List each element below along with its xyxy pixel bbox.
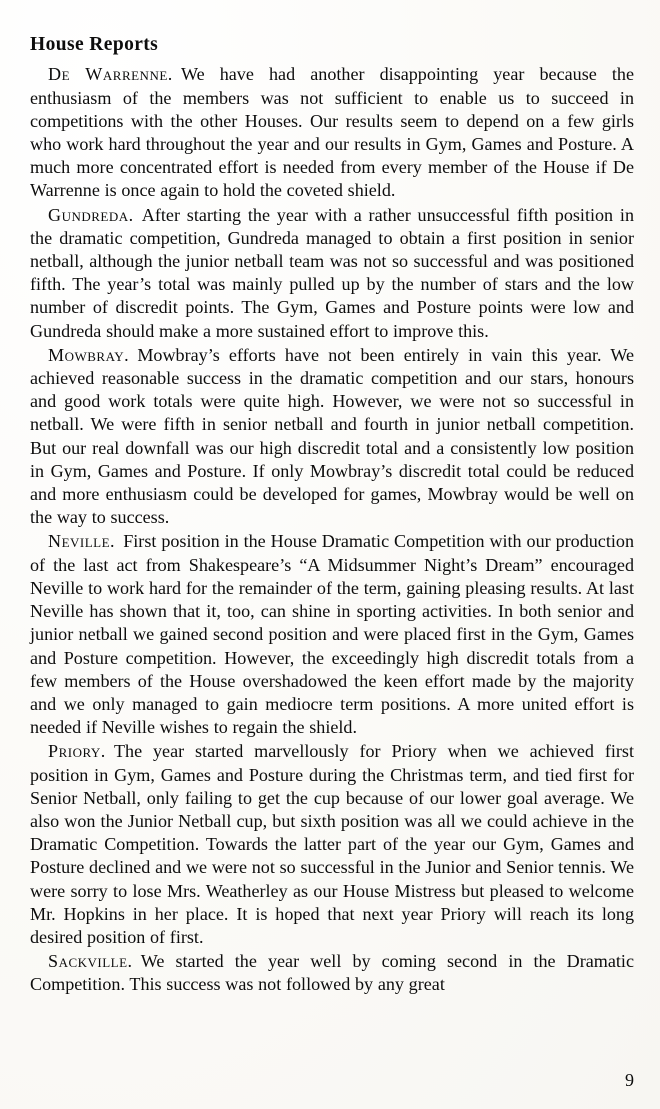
page-content	[30, 34, 634, 997]
page-title: House Reports	[30, 34, 159, 55]
report-paragraph-de-warrenne	[30, 63, 634, 202]
report-paragraph-gundreda	[30, 204, 634, 343]
report-paragraph-priory	[30, 740, 634, 949]
house-name-priory: Priory.	[48, 741, 106, 762]
report-paragraph-mowbray	[30, 344, 634, 530]
house-name-neville: Neville.	[48, 531, 116, 552]
house-name-sackville: Sackville.	[48, 951, 133, 972]
page-number: 9	[625, 1070, 634, 1090]
report-body-de-warrenne: We have had another disappointing year because the enthusiasm of the members was not sufficient to enable us to succeed in competitions with the other Houses. Our results seem to depend on a few girls who work hard throughout the year and our results in Gym, Games and Posture. A much more concentrated effort is needed from every member of the House if De Warrenne is once again to hold the coveted shield.	[30, 64, 634, 201]
report-body-neville: First position in the House Dramatic Competition with our production of the last act from Shakespeare’s “A Midsummer Night’s Dream” encouraged Neville to work hard for the remainder of the term, gaining pleasing results. At last Neville has shown that it, too, can shine in sporting activities. In both senior and junior netball we gained second position and were placed first in the Gym, Games and Posture competition. However, the exceedingly high discredit totals from a few members of the House overshadowed the keen effort made by the majority and we only managed to gain mediocre term positions. A more united effort is needed if Neville wishes to regain the shield.	[30, 531, 634, 738]
report-paragraph-sackville	[30, 950, 634, 996]
house-name-gundreda: Gundreda.	[48, 204, 134, 225]
report-body-sackville: We started the year well by coming second in the Dramatic Competition. This success was not followed by any great	[30, 951, 634, 995]
house-name-de-warrenne: De Warrenne.	[48, 64, 173, 85]
report-body-priory: The year started marvellously for Priory when we achieved first position in Gym, Games and Posture during the Christmas term, and tied first for Senior Netball, only failing to get the cup because of our lower goal average. We also won the Junior Netball cup, but sixth position was all we could achieve in the Dramatic Competition. Towards the latter part of the year our Gym, Games and Posture declined and we were not so successful in the Junior and Senior tennis. We were sorry to lose Mrs. Weatherley as our House Mistress but pleased to welcome Mr. Hopkins in her place. It is hoped that next year Priory will reach its long desired position of first.	[30, 741, 634, 947]
house-name-mowbray: Mowbray.	[48, 344, 130, 365]
report-body-mowbray: Mowbray’s efforts have not been entirely in vain this year. We achieved reasonable success in the dramatic competition and our stars, honours and good work totals were quite high. However, we were not so successful in netball. We were fifth in senior netball and fourth in junior netball competition. But our real downfall was our high discredit total and a consistently low position in Gym, Games and Posture. If only Mowbray’s discredit total could be reduced and more enthusiasm could be developed for games, Mowbray would be well on the way to success.	[30, 344, 634, 528]
report-body-gundreda: After starting the year with a rather unsuccessful fifth position in the dramatic competition, Gundreda managed to obtain a first position in senior netball, although the junior netball team was not so successful and was positioned fifth. The year’s total was mainly pulled up by the number of stars and the low number of discredit points. The Gym, Games and Posture points were low and Gundreda should make a more sustained effort to improve this.	[30, 204, 634, 341]
report-paragraph-neville	[30, 530, 634, 739]
